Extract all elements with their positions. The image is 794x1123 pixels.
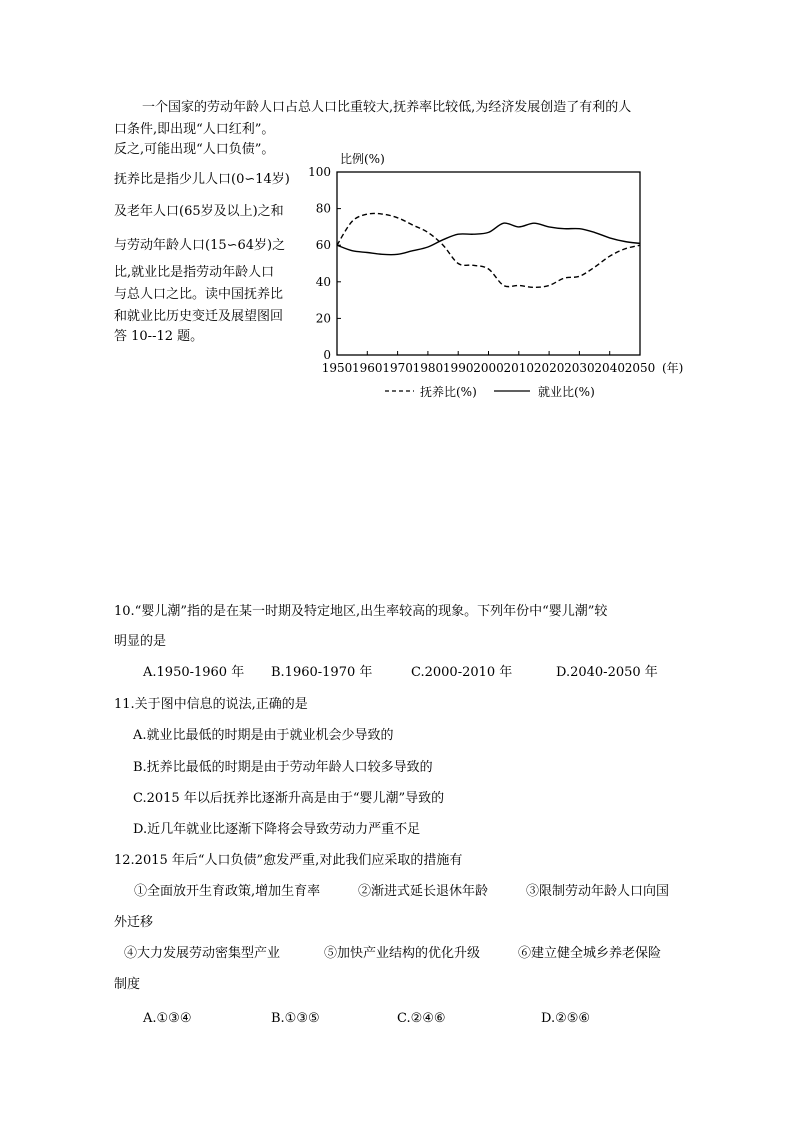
side-text-6: 和就业比历史变迁及展望图回 [114,309,284,324]
x-tick-label-2050: 2050 [624,361,656,375]
q10-option-c[interactable]: C.2000-2010 年 [411,665,513,680]
q12-option-c[interactable]: C.②④⑥ [397,1011,446,1026]
q11-option-d[interactable]: D.近几年就业比逐渐下降将会导致劳动力严重不足 [133,822,421,837]
q11-option-b[interactable]: B.抚养比最低的时期是由于劳动年龄人口较多导致的 [133,760,433,775]
intro-line-1: 一个国家的劳动年龄人口占总人口比重较大,抚养率比较低,为经济发展创造了有利的人 [142,100,632,115]
y-tick-label-100: 100 [308,165,331,179]
q11-stem: 11.关于图中信息的说法,正确的是 [114,697,308,712]
x-tick-label-2040: 2040 [594,361,625,375]
x-tick-label-1980: 1980 [412,361,444,375]
q12-option-b[interactable]: B.①③⑤ [271,1011,320,1026]
y-tick-label-0: 0 [323,348,331,362]
legend-dependency-label: 抚养比(%) [420,385,477,399]
q12-item-1: ①全面放开生育政策,增加生育率 [134,884,321,899]
x-tick-label-2010: 2010 [503,361,535,375]
q11-option-c[interactable]: C.2015 年以后抚养比逐渐升高是由于“婴儿潮”导致的 [133,791,445,806]
q12-item-3: ③限制劳动年龄人口向国 [526,884,670,899]
y-tick-label-20: 20 [315,311,331,326]
q10-option-d[interactable]: D.2040-2050 年 [556,665,658,680]
q10-option-a[interactable]: A.1950-1960 年 [143,665,245,680]
q12-item-5: ⑤加快产业结构的优化升级 [324,946,481,961]
x-tick-label-1960: 1960 [352,361,383,375]
q11-option-a[interactable]: A.就业比最低的时期是由于就业机会少导致的 [133,728,394,743]
plot-frame [337,172,640,355]
x-tick-label-1990: 1990 [442,361,474,375]
q12-item-4: ④大力发展劳动密集型产业 [124,946,281,961]
q10-stem-line-2: 明显的是 [114,634,167,649]
side-text-4: 比,就业比是指劳动年龄人口 [114,265,275,280]
side-text-5: 与总人口之比。读中国抚养比 [114,287,284,302]
q12-stem: 12.2015 年后“人口负债”愈发严重,对此我们应采取的措施有 [114,853,463,868]
y-tick-label-60: 60 [315,238,331,253]
side-text-1: 抚养比是指少儿人口(0∽14岁) [114,172,290,187]
intro-line-3: 反之,可能出现“人口负债”。 [114,142,275,157]
y-axis-title: 比例(%) [340,152,385,166]
legend-employment-label: 就业比(%) [538,385,595,399]
q10-option-b[interactable]: B.1960-1970 年 [271,665,373,680]
x-tick-label-2030: 2030 [564,361,595,375]
x-axis-unit: (年) [662,361,684,375]
q12-item-2: ②渐进式延长退休年龄 [358,884,489,899]
q12-item-6: ⑥建立健全城乡养老保险 [518,946,662,961]
population-ratio-chart [0,0,794,420]
side-text-7: 答 10--12 题。 [114,329,204,344]
employment-ratio-line [337,223,640,255]
y-tick-label-40: 40 [315,274,331,289]
y-tick-label-80: 80 [315,201,331,216]
x-tick-label-1950: 1950 [321,361,353,375]
side-text-3: 与劳动年龄人口(15∽64岁)之 [114,238,286,253]
x-tick-label-2000: 2000 [473,361,504,375]
side-text-2: 及老年人口(65岁及以上)之和 [114,204,284,219]
x-tick-label-1970: 1970 [382,361,413,375]
dependency-ratio-line [337,213,640,287]
q12-item-6-cont: 制度 [114,977,141,992]
q12-option-d[interactable]: D.②⑤⑥ [541,1011,591,1026]
x-tick-label-2020: 2020 [533,361,565,375]
q10-stem-line-1: 10.“婴儿潮”指的是在某一时期及特定地区,出生率较高的现象。下列年份中“婴儿潮”较 [114,604,608,619]
q12-item-3-cont: 外迁移 [114,915,154,930]
intro-line-2: 口条件,即出现“人口红利”。 [114,122,275,137]
q12-option-a[interactable]: A.①③④ [143,1011,192,1026]
